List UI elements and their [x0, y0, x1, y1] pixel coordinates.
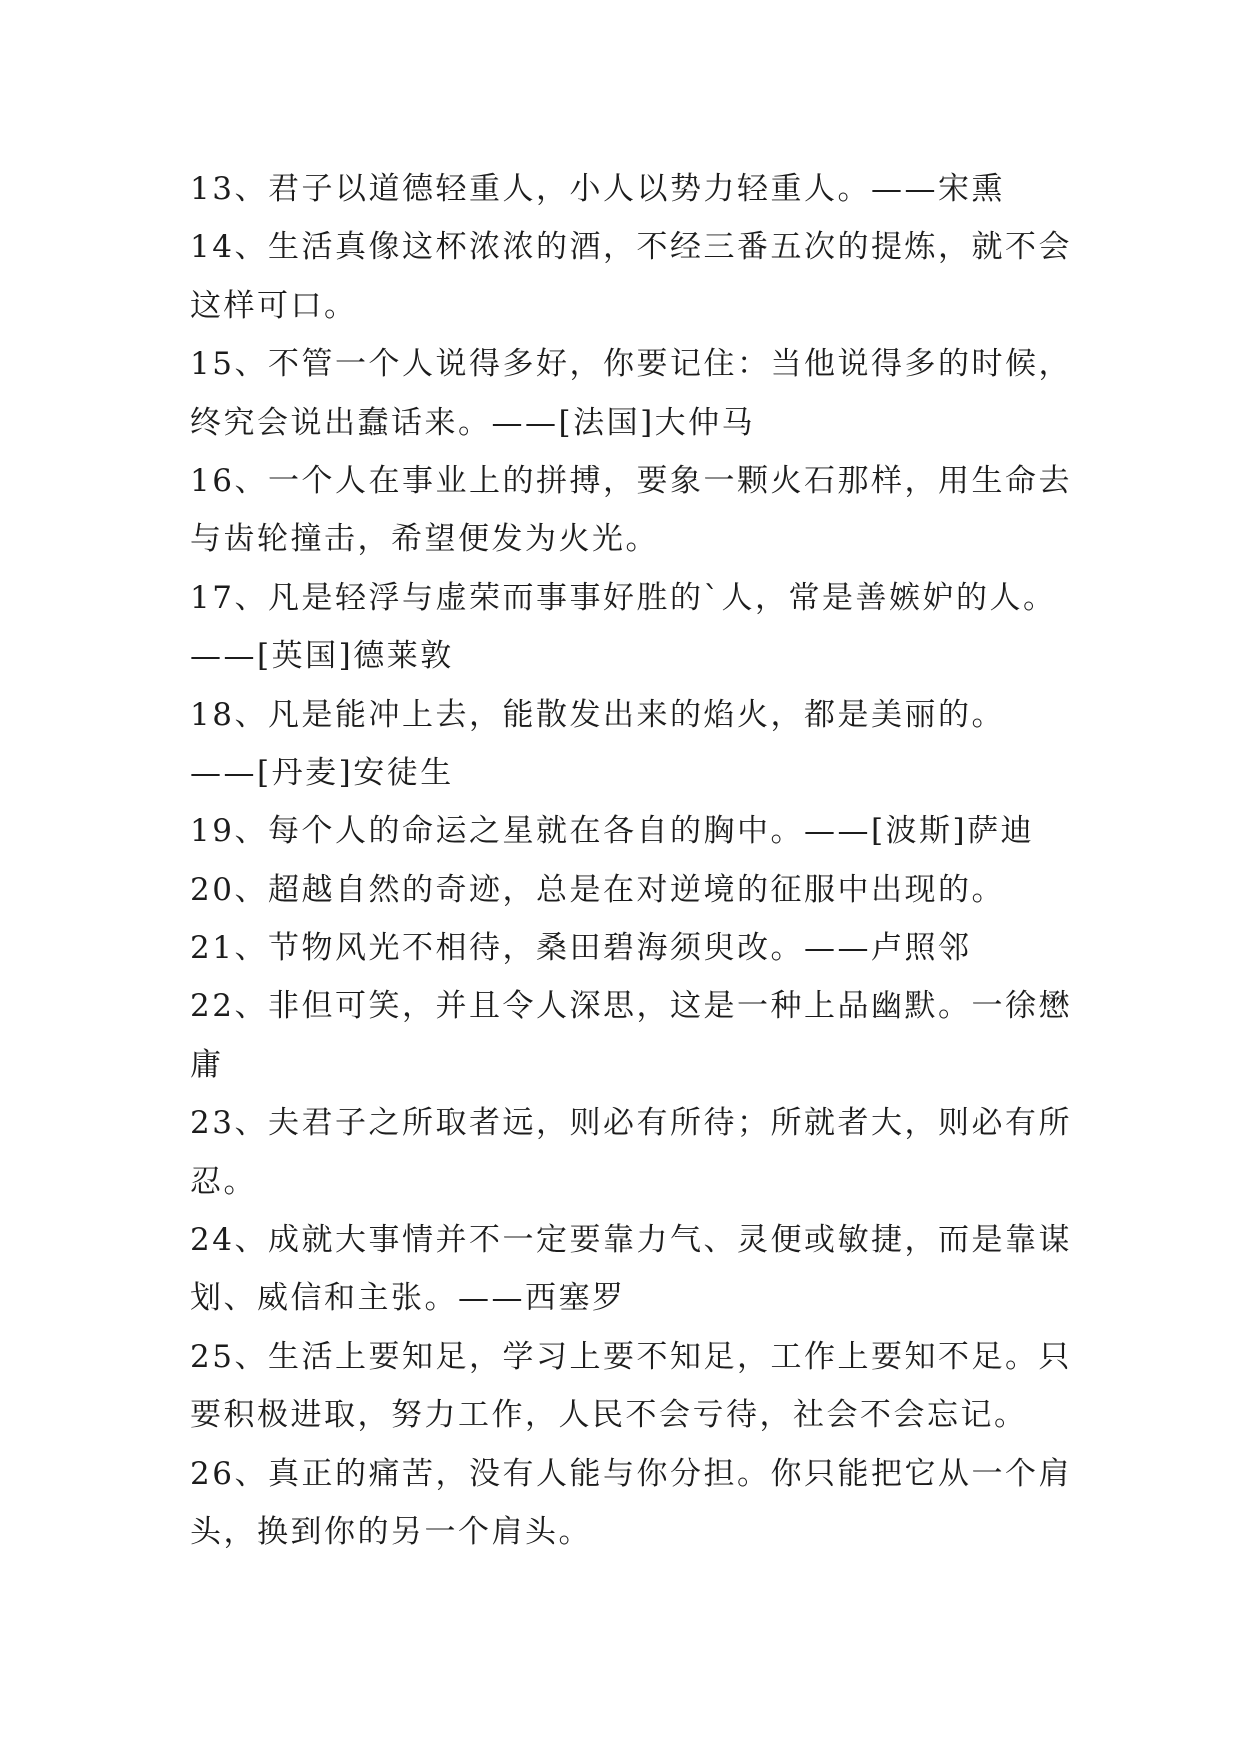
text-line: 16、一个人在事业上的拼搏，要象一颗火石那样，用生命去 — [190, 462, 1072, 499]
text-line: 14、生活真像这杯浓浓的酒，不经三番五次的提炼，就不会 — [190, 229, 1072, 266]
text-line: 这样可口。 — [190, 287, 358, 324]
text-line: 18、凡是能冲上去，能散发出来的焰火，都是美丽的。 — [190, 696, 1005, 733]
text-line: 17、凡是轻浮与虚荣而事事好胜的`人，常是善嫉妒的人。 — [190, 579, 1057, 616]
text-line: 22、非但可笑，并且令人深思，这是一种上品幽默。一徐懋 — [190, 988, 1072, 1025]
text-line: ——[丹麦]安徒生 — [190, 754, 454, 791]
text-line: 24、成就大事情并不一定要靠力气、灵便或敏捷，而是靠谋 — [190, 1222, 1072, 1259]
text-line: 19、每个人的命运之星就在各自的胸中。——[波斯]萨迪 — [190, 813, 1035, 850]
text-line: 13、君子以道德轻重人，小人以势力轻重人。——宋熏 — [190, 171, 1005, 207]
text-line: 26、真正的痛苦，没有人能与你分担。你只能把它从一个肩 — [190, 1455, 1072, 1492]
text-line: 要积极进取，努力工作，人民不会亏待，社会不会忘记。 — [190, 1397, 1028, 1434]
text-line: 庸 — [190, 1046, 224, 1083]
text-line: 15、不管一个人说得多好，你要记住：当他说得多的时候， — [190, 346, 1072, 383]
quote-list — [190, 160, 1070, 1561]
text-line: 21、节物风光不相待，桑田碧海须臾改。——卢照邻 — [190, 930, 972, 967]
text-line: 20、超越自然的奇迹，总是在对逆境的征服中出现的。 — [190, 871, 1005, 908]
text-line: 与齿轮撞击，希望便发为火光。 — [190, 521, 659, 558]
text-line: 划、威信和主张。——西塞罗 — [190, 1280, 626, 1317]
text-line: 忍。 — [190, 1163, 257, 1200]
text-line: 头，换到你的另一个肩头。 — [190, 1513, 592, 1550]
text-line: 23、夫君子之所取者远，则必有所待；所就者大，则必有所 — [190, 1105, 1072, 1142]
text-line: ——[英国]德莱敦 — [190, 638, 454, 675]
text-line: 终究会说出蠢话来。——[法国]大仲马 — [190, 404, 756, 441]
text-line: 25、生活上要知足，学习上要不知足，工作上要知不足。只 — [190, 1338, 1072, 1375]
